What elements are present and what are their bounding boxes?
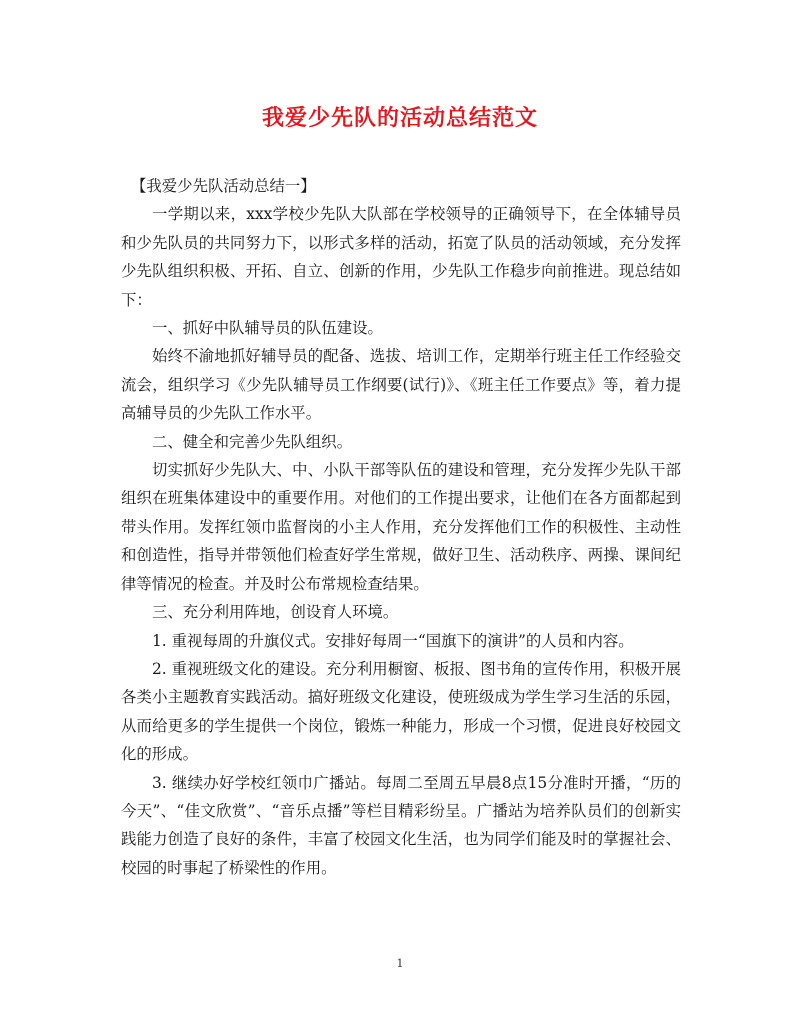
body-paragraph: 一学期以来，xxx学校少先队大队部在学校领导的正确领导下，在全体辅导员和少先队员的共同努力下，以形式多样的活动，拓宽了队员的活动领域，充分发挥少先队组织积极、开拓、自立、创新的作用，少先队工作稳步向前推进。现总结如下：: [121, 205, 681, 309]
body-paragraph: 三、充分利用阵地，创设育人环境。: [152, 603, 399, 622]
body-paragraph: 1. 重视每周的升旗仪式。安排好每周一“国旗下的演讲”的人员和内容。: [152, 631, 634, 650]
body-paragraph: 二、健全和完善少先队组织。: [152, 432, 353, 451]
body-paragraph: 始终不渝地抓好辅导员的配备、选拔、培训工作，定期举行班主任工作经验交流会，组织学习《少先队辅导员工作纲要(试行)》、《班主任工作要点》等，着力提高辅导员的少先队工作水平。: [121, 347, 681, 423]
document-body: [121, 172, 681, 882]
body-paragraph: 2. 重视班级文化的建设。充分利用橱窗、板报、图书角的宣传作用，积极开展各类小主题教育实践活动。搞好班级文化建设，使班级成为学生学习生活的乐园，从而给更多的学生提供一个岗位，锻炼一种能力，形成一个习惯，促进良好校园文化的形成。: [121, 659, 681, 764]
body-paragraph: 3. 继续办好学校红领巾广播站。每周二至周五早晨8点15分准时开播，“历的今天”、“佳文欣赏”、“音乐点播”等栏目精彩纷呈。广播站为培养队员们的创新实践能力创造了良好的条件，丰富了校园文化生活，也为同学们能及时的掌握社会、校园的时事起了桥梁性的作用。: [121, 773, 681, 877]
body-paragraph: 一、抓好中队辅导员的队伍建设。: [152, 319, 383, 338]
document-title: 我爱少先队的活动总结范文: [261, 105, 538, 131]
section-heading: 【我爱少先队活动总结一】: [131, 177, 316, 195]
body-paragraph: 切实抓好少先队大、中、小队干部等队伍的建设和管理，充分发挥少先队干部组织在班集体建设中的重要作用。对他们的工作提出要求，让他们在各方面都起到带头作用。发挥红领巾监督岗的小主人作用，充分发挥他们工作的积极性、主动性和创造性，指导并带领他们检查好学生常规，做好卫生、活动秩序、两操、课间纪律等情况的检查。并及时公布常规检查结果。: [121, 461, 681, 593]
page-number: 1: [396, 957, 404, 970]
